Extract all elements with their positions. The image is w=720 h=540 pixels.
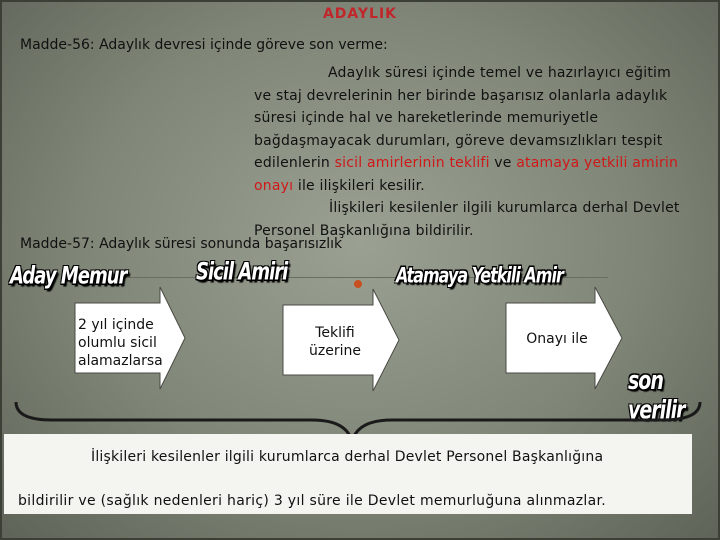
para-line: bağdaşmayacak durumları, göreve devamsızlıkları tespit [254,132,663,149]
para-line: Adaylık süresi içinde temel ve hazırlayıcı eğitim [328,65,671,81]
highlight-atamaya: atamaya yetkili amirin [516,155,679,171]
arrow-2-text: Teklifi üzerine [309,325,361,359]
madde-56-paragraph [254,62,716,242]
summary-line-2: bildirilir ve (sağlık nedenleri hariç) 3 yıl süre ile Devlet memurluğuna alınmazlar. [18,493,606,509]
highlight-sicil: sicil amirlerinin teklifi [334,155,490,171]
para-line: İlişkileri kesilenler ilgili kurumlarca derhal Devlet [329,200,680,216]
arrow-1-text: 2 yıl içinde olumlu sicil alamazlarsa [78,317,163,369]
summary-box [4,434,692,514]
stamp-atamaya-yetkili-amir: Atamaya Yetkili Amir [396,262,563,288]
madde-56-heading: Madde-56: Adaylık devresi içinde göreve son verme: [20,37,388,53]
arrow-3-text: Onayı ile [526,331,588,347]
para-line: ve staj devrelerinin her birinde başarısız olanlarla adaylık [254,87,668,104]
bullet-dot [354,280,362,288]
para-line: Personel Başkanlığına bildirilir. [254,222,474,239]
stamp-sicil-amiri: Sicil Amiri [196,258,288,287]
madde-57-heading: Madde-57: Adaylık süresi sonunda başarısızlık [20,236,343,252]
para-line: süresi içinde hal ve hareketlerinde memuriyetle [254,110,599,126]
page-title: ADAYLIK [322,6,398,22]
stamp-aday-memur: Aday Memur [10,262,127,291]
highlight-onay: onayı [254,177,294,194]
stamp-son-verilir: son verilir [628,366,685,426]
para-line: edilenlerin sicil amirlerinin teklifi ve atamaya yetkili amirin [254,155,679,171]
summary-line-1: İlişkileri kesilenler ilgili kurumlarca derhal Devlet Personel Başkanlığına [91,449,604,465]
para-line: onayı ile ilişkileri kesilir. [254,177,425,194]
